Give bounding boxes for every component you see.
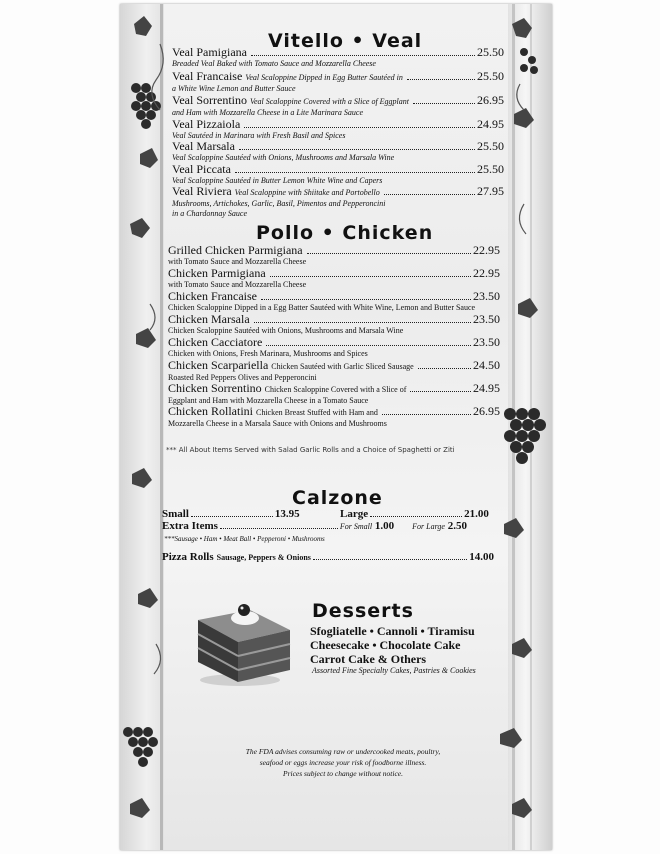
menu-item-chicken-francaise	[168, 290, 500, 313]
item-description: a White Wine Lemon and Butter Sauce	[172, 84, 296, 93]
item-inline-desc: Veal Scaloppine Dipped in Egg Butter Sautéed in	[245, 73, 403, 82]
menu-item-chicken-sorrentino	[168, 382, 500, 406]
dot-leader	[244, 127, 475, 128]
item-description-2: in a Chardonnay Sauce	[172, 209, 248, 218]
item-name: Chicken Rollatini	[168, 404, 253, 418]
item-name: Chicken Marsala	[168, 312, 250, 326]
item-inline-desc: Veal Scaloppine Covered with a Slice of Eggplant	[249, 97, 409, 106]
item-description: Veal Scaloppine Sautéed in Butter Lemon White Wine and Capers	[172, 176, 383, 185]
item-inline-desc: Chicken Sautéed with Garlic Sliced Sausage	[271, 362, 414, 371]
item-price: 25.50	[477, 162, 504, 176]
item-price: 24.50	[473, 358, 500, 372]
item-price: 23.50	[473, 312, 500, 326]
calzone-small	[162, 508, 300, 520]
item-name: Chicken Cacciatore	[168, 335, 263, 349]
item-price: 25.50	[477, 45, 504, 59]
calzone-small-price: 13.95	[274, 508, 300, 520]
item-description: Mushrooms, Artichokes, Garlic, Basil, Pimentos and Pepperoncini	[172, 199, 386, 208]
item-price: 26.95	[477, 93, 504, 107]
dot-leader	[384, 194, 475, 195]
calzone-large-label: Large	[340, 508, 369, 520]
dot-leader	[220, 528, 338, 529]
item-price: 22.95	[473, 266, 500, 280]
calzone-large-price: 21.00	[464, 508, 489, 520]
dot-leader	[418, 368, 471, 369]
fda-line-1: The FDA advises consuming raw or undercooked meats, poultry,	[245, 747, 441, 756]
dot-leader	[254, 322, 471, 323]
veal-section-title: Vitello • Veal	[268, 30, 423, 52]
item-name: Veal Francaise	[172, 69, 243, 83]
dot-leader	[307, 253, 471, 254]
dot-leader	[413, 103, 475, 104]
calzone-extra-items	[162, 520, 467, 532]
extra-items-list: ***Sausage • Ham • Meat Ball • Pepperoni • Mushrooms	[164, 535, 325, 543]
item-description: Veal Sautéed in Marinara with Fresh Basil and Spices	[172, 131, 346, 140]
dot-leader	[407, 79, 475, 80]
chicken-section-title: Pollo • Chicken	[256, 222, 434, 244]
fda-line-3: Prices subject to change without notice.	[283, 769, 403, 778]
menu-item-veal-francaise	[172, 70, 504, 94]
item-name: Veal Pamigiana	[172, 45, 247, 59]
menu-item-chicken-scarpariella	[168, 359, 500, 383]
item-name: Veal Riviera	[172, 184, 232, 198]
menu-item-chicken-cacciatore	[168, 336, 500, 359]
extra-large-label: For Large	[412, 522, 445, 531]
dot-leader	[235, 172, 475, 173]
item-description: Veal Scaloppine Sautéed with Onions, Mushrooms and Marsala Wine	[172, 153, 395, 162]
item-price: 24.95	[477, 117, 504, 131]
item-name: Grilled Chicken Parmigiana	[168, 243, 303, 257]
dot-leader	[266, 345, 471, 346]
dessert-cake-image	[190, 590, 300, 690]
item-price: 23.50	[473, 289, 500, 303]
menu-item-chicken-parmigiana	[168, 267, 500, 290]
dessert-line-4: Assorted Fine Specialty Cakes, Pastries & Cookies	[312, 666, 476, 675]
item-name: Chicken Francaise	[168, 289, 257, 303]
menu-item-chicken-rollatini	[168, 405, 500, 429]
item-price: 26.95	[473, 404, 500, 418]
calzone-small-label: Small	[162, 508, 189, 520]
grape-cluster-icon	[123, 727, 158, 767]
desserts-section-title: Desserts	[312, 600, 414, 622]
extra-small-label: For Small	[339, 522, 373, 531]
item-price: 25.50	[477, 139, 504, 153]
menu-item-veal-marsala	[172, 140, 504, 163]
item-description: Chicken Scaloppine Dipped in a Egg Batter Sautéed with White Wine, Lemon and Butter Sauce	[168, 303, 476, 312]
calzone-large	[340, 508, 489, 520]
grape-cluster-icon	[520, 48, 538, 74]
item-name: Chicken Scarpariella	[168, 358, 269, 372]
item-description: Roasted Red Peppers Olives and Pepperoncini	[168, 373, 317, 382]
extra-items-label: Extra Items	[162, 520, 218, 532]
menu-item-veal-pizzaiola	[172, 118, 504, 141]
item-price: 22.95	[473, 243, 500, 257]
served-with-note: *** All About Items Served with Salad Garlic Rolls and a Choice of Spaghetti or Ziti	[166, 446, 455, 454]
calzone-section-title: Calzone	[292, 487, 383, 509]
pizza-rolls	[162, 551, 494, 563]
item-name: Veal Pizzaiola	[172, 117, 241, 131]
dot-leader	[191, 516, 273, 517]
dot-leader	[370, 516, 462, 517]
dot-leader	[261, 299, 471, 300]
item-description: Chicken Scaloppine Sautéed with Onions, Mushrooms and Marsala Wine	[168, 326, 404, 335]
item-price: 25.50	[477, 69, 504, 83]
dot-leader	[239, 149, 475, 150]
pizza-rolls-label: Pizza Rolls	[162, 551, 214, 563]
item-name: Chicken Parmigiana	[168, 266, 266, 280]
fda-line-2: seafood or eggs increase your risk of foodborne illness.	[259, 758, 427, 767]
item-description: and Ham with Mozzarella Cheese in a Lite Marinara Sauce	[172, 108, 364, 117]
item-description: Breaded Veal Baked with Tomato Sauce and Mozzarella Cheese	[172, 59, 376, 68]
dessert-line-3: Carrot Cake & Others	[310, 652, 427, 666]
pizza-rolls-inline: Sausage, Peppers & Onions	[216, 553, 311, 562]
item-name: Veal Piccata	[172, 162, 231, 176]
menu-item-veal-riviera	[172, 185, 504, 219]
item-description: Chicken with Onions, Fresh Marinara, Mushrooms and Spices	[168, 349, 368, 358]
item-price: 23.50	[473, 335, 500, 349]
extra-large-price: 2.50	[447, 520, 467, 532]
item-description: Eggplant and Ham with Mozzarella Cheese in a Tomato Sauce	[168, 396, 369, 405]
menu-item-veal-pamigiana	[172, 46, 504, 69]
item-name: Veal Marsala	[172, 139, 235, 153]
menu-item-veal-sorrentino	[172, 94, 504, 118]
dessert-line-1: Sfogliatelle • Cannoli • Tiramisu	[310, 624, 475, 638]
item-name: Chicken Sorrentino	[168, 381, 262, 395]
item-description: Mozzarella Cheese in a Marsala Sauce with Onions and Mushrooms	[168, 419, 387, 428]
grape-cluster-icon	[504, 408, 546, 464]
item-price: 24.95	[473, 381, 500, 395]
menu-item-chicken-marsala	[168, 313, 500, 336]
dot-leader	[410, 391, 471, 392]
item-name: Veal Sorrentino	[172, 93, 247, 107]
menu-item-veal-piccata	[172, 163, 504, 186]
item-inline-desc: Veal Scaloppine with Shiitake and Portobello	[234, 188, 380, 197]
dot-leader	[251, 55, 475, 56]
dot-leader	[270, 276, 471, 277]
item-inline-desc: Chicken Scaloppine Covered with a Slice of	[264, 385, 407, 394]
item-description: with Tomato Sauce and Mozzarella Cheese	[168, 257, 307, 266]
pizza-rolls-price: 14.00	[469, 551, 494, 563]
extra-small-price: 1.00	[374, 520, 395, 532]
dessert-line-2: Cheesecake • Chocolate Cake	[310, 638, 461, 652]
item-description: with Tomato Sauce and Mozzarella Cheese	[168, 280, 307, 289]
dot-leader	[313, 559, 467, 560]
item-inline-desc: Chicken Breast Stuffed with Ham and	[256, 408, 378, 417]
dot-leader	[382, 414, 471, 415]
menu-item-grilled-chicken-parmigiana	[168, 244, 500, 267]
item-price: 27.95	[477, 184, 504, 198]
